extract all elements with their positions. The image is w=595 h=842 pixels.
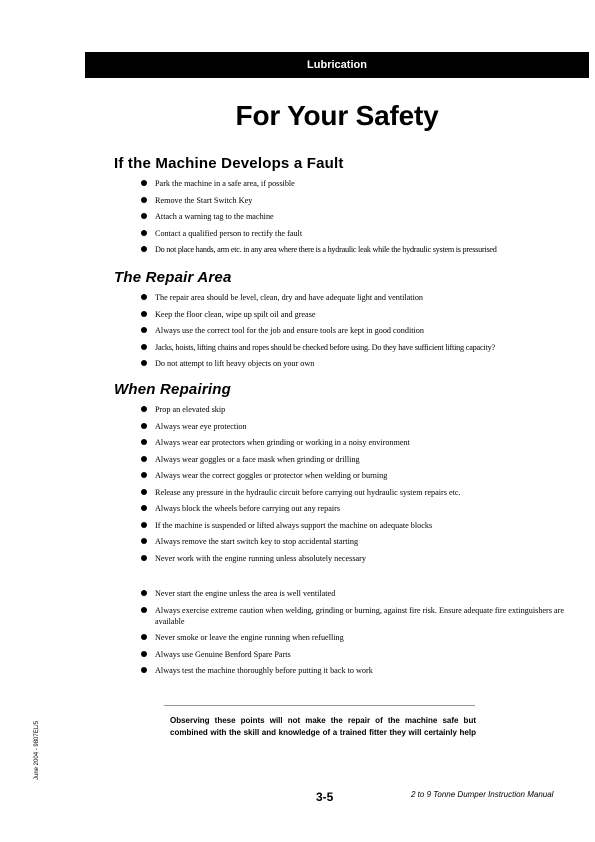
bullet-icon [141,489,147,495]
list-item-text: Always use Genuine Benford Spare Parts [155,649,291,659]
bullet-icon [141,197,147,203]
bullet-icon [141,555,147,561]
list-item-text: Always exercise extreme caution when welding, grinding or burning, against fire risk. Ensure adequate fire extinguishers are available [155,605,565,626]
bullet-icon [141,456,147,462]
list-item-text: Always wear ear protectors when grinding or working in a noisy environment [155,438,410,447]
bullet-icon [141,213,147,219]
bullet-icon [141,294,147,300]
list-item-text: Prop an elevated skip [155,405,226,414]
list-item [114,536,564,547]
list-item [114,487,564,498]
bullet-icon [141,344,147,350]
section-heading: When Repairing [114,381,231,398]
section-heading: If the Machine Develops a Fault [114,155,344,172]
section-header-label: Lubrication [307,59,367,71]
list-item [114,437,564,448]
list-item [114,520,564,531]
list-item-text: The repair area should be level, clean, dry and have adequate light and ventilation [155,293,424,302]
list-item [114,503,564,514]
bullet-icon [141,311,147,317]
section-repair-area [114,269,564,375]
bullet-icon [141,590,147,596]
page-number: 3-5 [316,790,334,804]
list-item [114,421,564,432]
list-item [114,588,564,599]
section-heading: The Repair Area [114,269,232,286]
list-item-text: Never work with the engine running unless absolutely necessary [155,553,367,563]
bullet-icon [141,423,147,429]
bullet-icon [141,522,147,528]
page-title: For Your Safety [235,100,439,131]
list-item [114,342,564,353]
bullet-icon [141,538,147,544]
list-item-text: Keep the floor clean, wipe up spilt oil and grease [155,309,316,319]
list-item-text: Park the machine in a safe area, if possible [155,179,295,188]
list-item-text: Always wear goggles or a face mask when grinding or drilling [155,454,360,464]
list-item-text: Jacks, hoists, lifting chains and ropes should be checked before using. Do they have sufficient lifting capacity? [155,342,495,352]
list-item-text: Attach a warning tag to the machine [155,212,274,221]
list-item-text: Never start the engine unless the area is well ventilated [155,589,336,598]
bullet-icon [141,360,147,366]
bullet-icon [141,607,147,613]
list-item-text: If the machine is suspended or lifted always support the machine on adequate blocks [155,520,433,530]
list-item [114,404,564,415]
bullet-icon [141,439,147,445]
list-item-text: Remove the Start Switch Key [155,195,253,205]
section-header-bar [85,52,589,78]
callout-divider [164,705,475,706]
list-item [114,553,564,564]
bullet-list [114,292,564,369]
list-item-text: Always test the machine thoroughly before putting it back to work [155,666,373,675]
list-item-text: Always wear eye protection [155,421,247,431]
bullet-icon [141,246,147,252]
revision-note: June 2004 - 9807EL/5 [34,720,40,780]
list-item [114,244,564,255]
list-item [114,195,564,206]
list-item [114,309,564,320]
list-item [114,665,564,676]
bullet-icon [141,180,147,186]
bullet-list [114,588,564,676]
list-item [114,228,564,239]
bullet-icon [141,406,147,412]
bullet-icon [141,651,147,657]
bullet-icon [141,667,147,673]
bullet-icon [141,327,147,333]
list-item-text: Contact a qualified person to rectify the fault [155,228,303,238]
list-item [114,454,564,465]
list-item-text: Do not place hands, arm etc. in any area where there is a hydraulic leak while the hydraulic system is pressurised [155,245,497,254]
list-item [114,358,564,369]
list-item-text: Always block the wheels before carrying out any repairs [155,504,341,513]
bullet-icon [141,505,147,511]
list-item [114,211,564,222]
bullet-icon [141,230,147,236]
safety-callout: Observing these points will not make the repair of the machine safe but combined with the skill and knowledge of a trained fitter they will certainly help [170,716,476,737]
list-item [114,470,564,481]
section-when-repairing [114,381,564,569]
list-item-text: Do not attempt to lift heavy objects on your own [155,359,315,368]
list-item [114,178,564,189]
list-item [114,325,564,336]
list-item [114,649,564,660]
manual-title: 2 to 9 Tonne Dumper Instruction Manual [411,790,554,799]
list-item [114,292,564,303]
list-item-text: Always use the correct tool for the job and ensure tools are kept in good condition [155,326,424,335]
list-item-text: Always wear the correct goggles or protector when welding or burning [155,471,388,480]
list-item [114,605,564,627]
section-machine-fault [114,155,564,261]
bullet-list [114,404,564,564]
bullet-icon [141,634,147,640]
list-item-text: Always remove the start switch key to stop accidental starting [155,537,359,546]
list-item-text: Release any pressure in the hydraulic circuit before carrying out hydraulic system repairs etc. [155,487,461,497]
list-item [114,632,564,643]
section-general-precautions [114,588,564,682]
bullet-icon [141,472,147,478]
bullet-list [114,178,564,255]
list-item-text: Never smoke or leave the engine running when refuelling [155,633,344,642]
